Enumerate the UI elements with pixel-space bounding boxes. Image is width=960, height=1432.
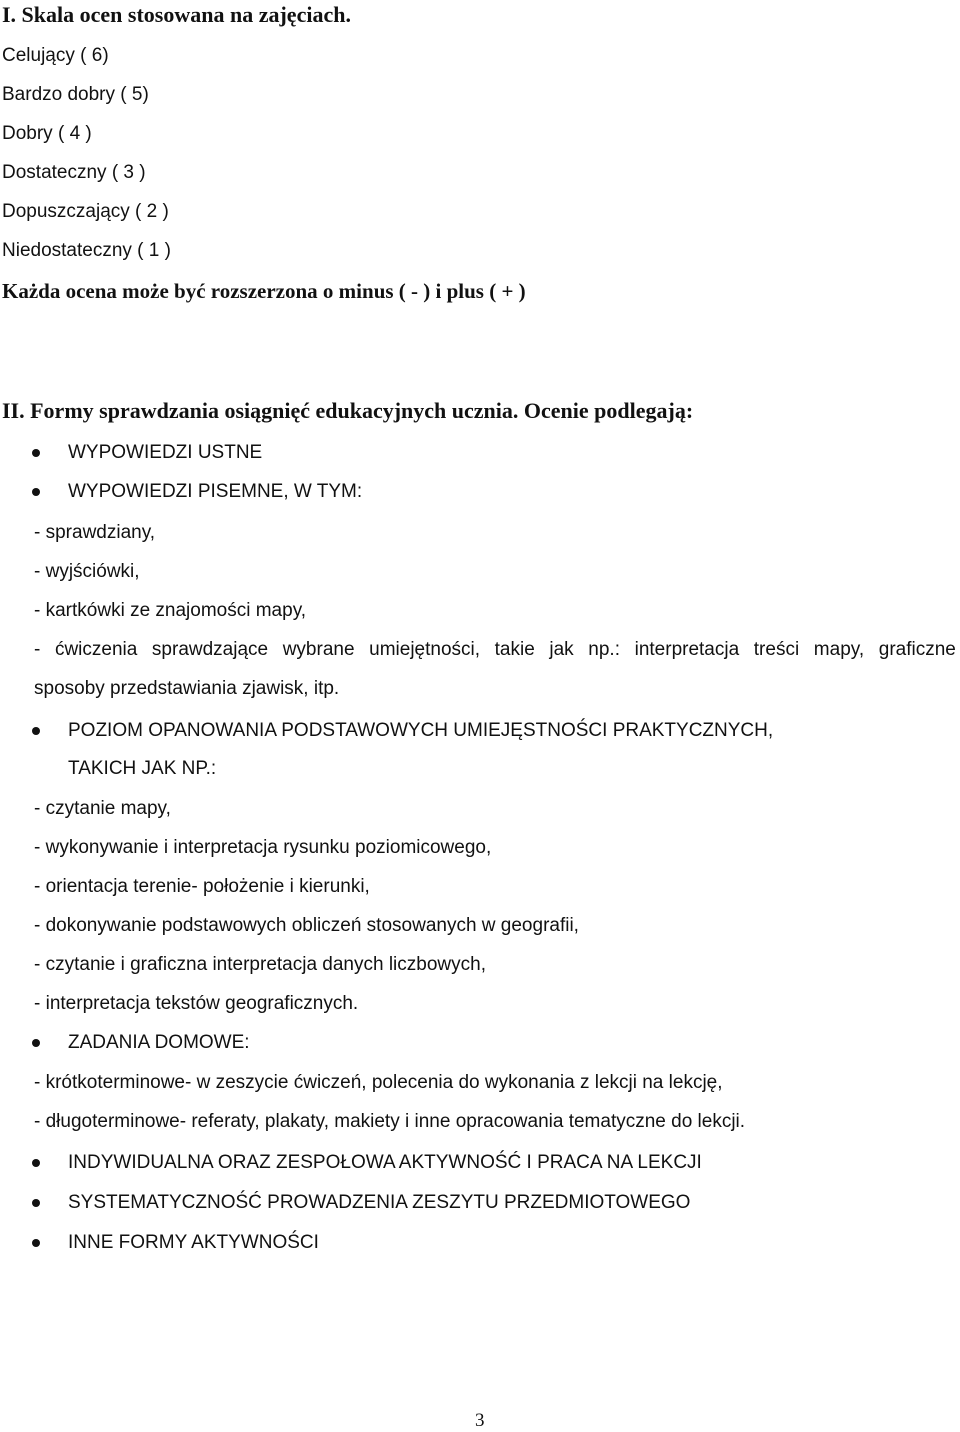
practical-item: - orientacja terenie- położenie i kierunki,	[34, 876, 370, 897]
word: sprawdzające	[151, 639, 269, 660]
practical-item: - dokonywanie podstawowych obliczeń stosowanych w geografii,	[34, 915, 579, 936]
assessment-homework: ZADANIA DOMOWE:	[68, 1032, 250, 1053]
bullet-icon	[32, 488, 40, 496]
word: jak	[549, 639, 574, 660]
practical-item: - czytanie mapy,	[34, 798, 171, 819]
practical-item: - czytanie i graficzna interpretacja danych liczbowych,	[34, 954, 486, 975]
grade-modifier-note: Każda ocena może być rozszerzona o minus ( - ) i plus ( + )	[2, 279, 526, 303]
word: mapy,	[813, 639, 865, 660]
bullet-icon	[32, 1239, 40, 1247]
assessment-other: INNE FORMY AKTYWNOŚCI	[68, 1232, 319, 1253]
word: graficzne	[878, 639, 956, 660]
bullet-icon	[32, 449, 40, 457]
bullet-icon	[32, 1199, 40, 1207]
section-1-heading: I. Skala ocen stosowana na zajęciach.	[2, 2, 351, 27]
written-item-exercises-line-1	[34, 637, 956, 663]
word: wybrane	[282, 639, 355, 660]
bullet-icon	[32, 1159, 40, 1167]
homework-item: - krótkoterminowe- w zeszycie ćwiczeń, polecenia do wykonania z lekcji na lekcję,	[34, 1072, 723, 1093]
written-item: - wyjściówki,	[34, 561, 140, 582]
written-item-exercises-line-2: sposoby przedstawiania zjawisk, itp.	[34, 678, 340, 699]
assessment-activity: INDYWIDUALNA ORAZ ZESPOŁOWA AKTYWNOŚĆ I PRACA NA LEKCJI	[68, 1152, 702, 1173]
word: umiejętności,	[369, 639, 481, 660]
written-item: - kartkówki ze znajomości mapy,	[34, 600, 307, 621]
grade-item: Niedostateczny ( 1 )	[2, 240, 171, 261]
grade-item: Dobry ( 4 )	[2, 123, 92, 144]
word: ćwiczenia	[54, 639, 138, 660]
page-number: 3	[475, 1410, 485, 1431]
section-2-heading: II. Formy sprawdzania osiągnięć edukacyjnych ucznia. Ocenie podlegają:	[2, 398, 694, 423]
word: takie	[494, 639, 535, 660]
assessment-practical-line-2: TAKICH JAK NP.:	[68, 758, 217, 779]
bullet-icon	[32, 727, 40, 735]
grade-item: Celujący ( 6)	[2, 45, 109, 66]
word: treści	[753, 639, 800, 660]
grade-item: Bardzo dobry ( 5)	[2, 84, 149, 105]
assessment-practical-line-1: POZIOM OPANOWANIA PODSTAWOWYCH UMIEJĘSTNOŚCI PRAKTYCZNYCH,	[68, 720, 774, 741]
written-item: - sprawdziany,	[34, 522, 156, 543]
grade-item: Dostateczny ( 3 )	[2, 162, 146, 183]
bullet-icon	[32, 1039, 40, 1047]
assessment-oral: WYPOWIEDZI USTNE	[68, 442, 263, 463]
practical-item: - interpretacja tekstów geograficznych.	[34, 993, 359, 1014]
word: -	[34, 639, 41, 660]
grade-item: Dopuszczający ( 2 )	[2, 201, 169, 222]
practical-item: - wykonywanie i interpretacja rysunku poziomicowego,	[34, 837, 492, 858]
assessment-notebook: SYSTEMATYCZNOŚĆ PROWADZENIA ZESZYTU PRZEDMIOTOWEGO	[68, 1192, 691, 1213]
word: np.:	[588, 639, 620, 660]
homework-item: - długoterminowe- referaty, plakaty, makiety i inne opracowania tematyczne do lekcji.	[34, 1111, 746, 1132]
word: interpretacja	[634, 639, 740, 660]
assessment-written: WYPOWIEDZI PISEMNE, W TYM:	[68, 481, 363, 502]
